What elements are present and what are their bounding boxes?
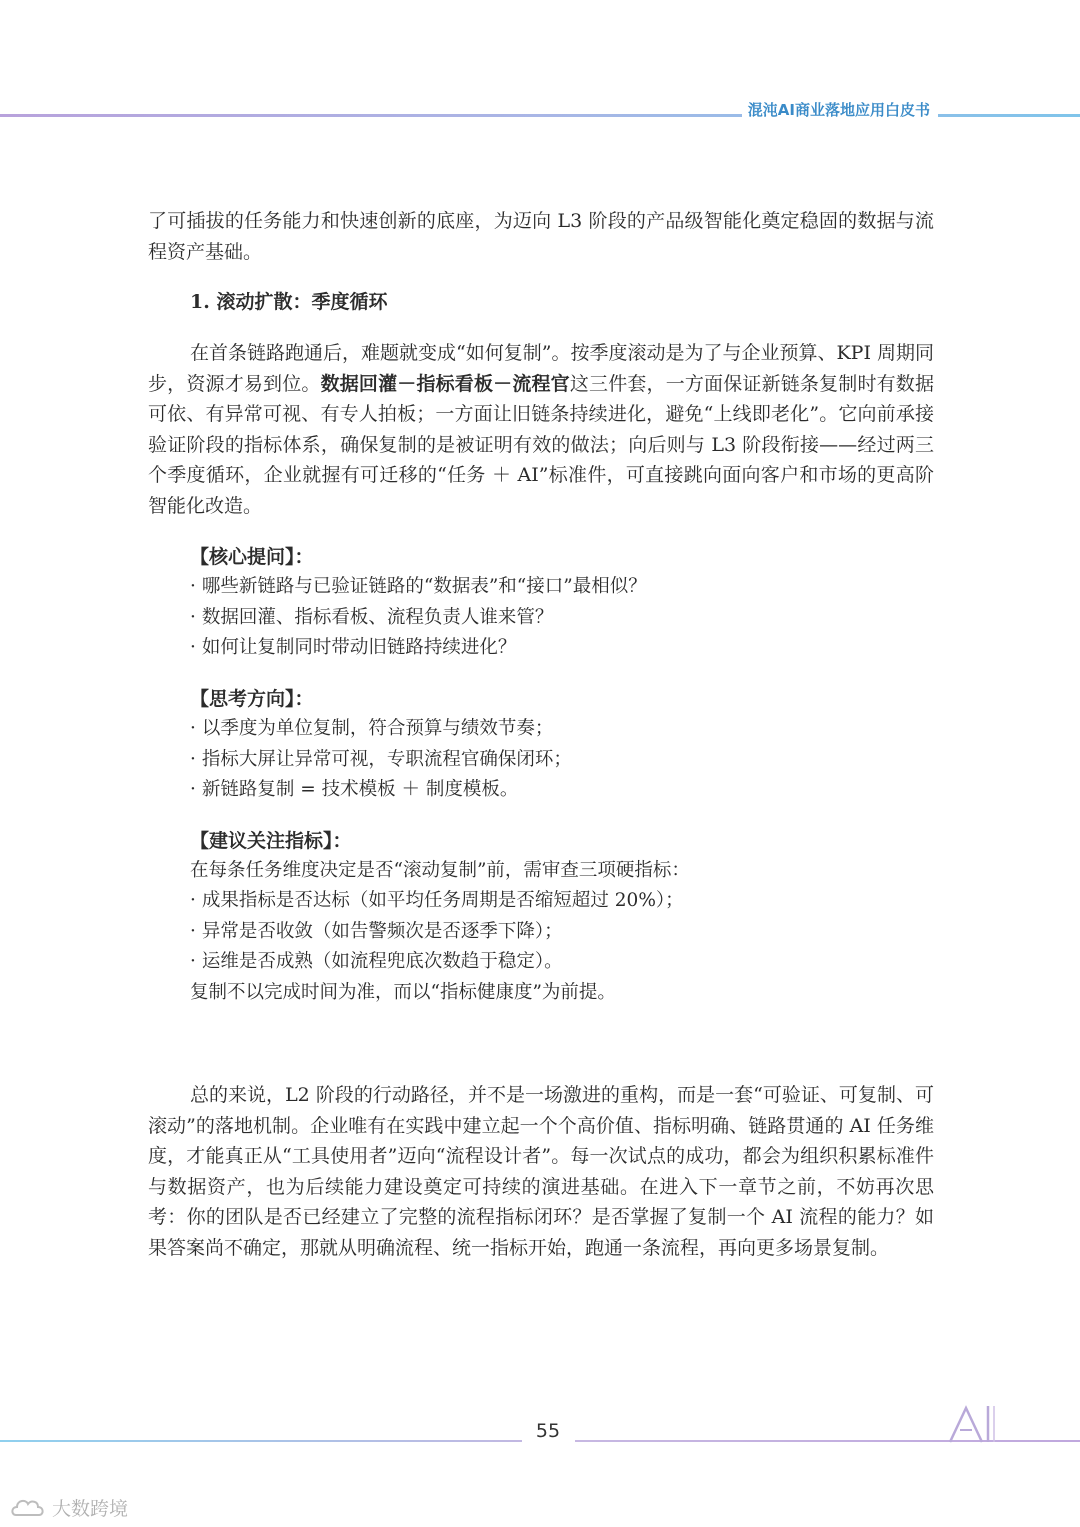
watermark xyxy=(10,1492,128,1522)
ai-logo-icon xyxy=(948,1402,1008,1444)
metrics-lead: 在每条任务维度决定是否“滚动复制”前，需审查三项硬指标： xyxy=(190,860,690,881)
core-questions-list xyxy=(190,572,934,664)
para-start: 在首条链路跑通后，难题就变成“如何复制”。按季度滚动是为了与企业预算、KPI 周期同步，资源才易到位。 xyxy=(148,342,934,395)
section-heading: 1. 滚动扩散：季度循环 xyxy=(190,291,388,313)
header-title: 混沌AI商业落地应用白皮书 xyxy=(742,98,938,122)
cloud-icon xyxy=(10,1495,48,1519)
list-item: · 新链路复制 = 技术模板 ＋ 制度模板。 xyxy=(190,775,934,806)
watermark-text: 大数跨境 xyxy=(52,1497,129,1520)
para-end: 这三件套，一方面保证新链条复制时有数据可依、有异常可视、有专人拍板；一方面让旧链条持续进化，避免“上线即老化”。它向前承接验证阶段的指标体系，确保复制的是被证明有效的做法；向后则与 L3 阶段衔接——经过两三个季度循环，企业就握有可迁移的“任务 ＋ AI”标准件，可直接跳向面向客户和市场的更高阶智能化改造。 xyxy=(148,372,934,517)
list-item: · 运维是否成熟（如流程兜底次数趋于稳定）。 xyxy=(190,947,934,978)
metrics-closing: 复制不以完成时间为准，而以“指标健康度”为前提。 xyxy=(190,982,616,1003)
list-item: · 指标大屏让异常可视，专职流程官确保闭环； xyxy=(190,745,934,776)
list-item: · 成果指标是否达标（如平均任务周期是否缩短超过 20%）； xyxy=(190,886,934,917)
list-item: · 如何让复制同时带动旧链路持续进化？ xyxy=(190,633,934,664)
list-item: · 以季度为单位复制，符合预算与绩效节奏； xyxy=(190,714,934,745)
list-item: · 异常是否收敛（如告警频次是否逐季下降）； xyxy=(190,917,934,948)
metrics-list xyxy=(190,886,934,978)
intro-paragraph: 了可插拔的任务能力和快速创新的底座，为迈向 L3 阶段的产品级智能化奠定稳固的数据与流程资产基础。 xyxy=(148,210,934,263)
thinking-list xyxy=(190,714,934,806)
summary-paragraph: 总的来说，L2 阶段的行动路径，并不是一场激进的重构，而是一套“可验证、可复制、可滚动”的落地机制。企业唯有在实践中建立起一个个高价值、指标明确、链路贯通的 AI 任务维度，才能真正从“工具使用者”迈向“流程设计者”。每一次试点的成功，都会为组织积累标准件与数据资产，也为后续能力建设奠定可持续的演进基础。在进入下一章节之前，不妨再次思考：你的团队是否已经建立了完整的流程指标闭环？是否掌握了复制一个 AI 流程的能力？如果答案尚不确定，那就从明确流程、统一指标开始，跑通一条流程，再向更多场景复制。 xyxy=(148,1084,934,1259)
core-questions-title: 【核心提问】： xyxy=(190,546,314,568)
list-item: · 数据回灌、指标看板、流程负责人谁来管？ xyxy=(190,603,934,634)
list-item: · 哪些新链路与已验证链路的“数据表”和“接口”最相似？ xyxy=(190,572,934,603)
para-bold-phrase: 数据回灌－指标看板－流程官 xyxy=(320,372,570,395)
thinking-title: 【思考方向】： xyxy=(190,688,314,710)
metrics-title: 【建议关注指标】： xyxy=(190,830,352,852)
page-number: 55 xyxy=(535,1420,561,1442)
footer-rule-left xyxy=(0,1440,522,1442)
section-paragraph xyxy=(148,338,934,521)
